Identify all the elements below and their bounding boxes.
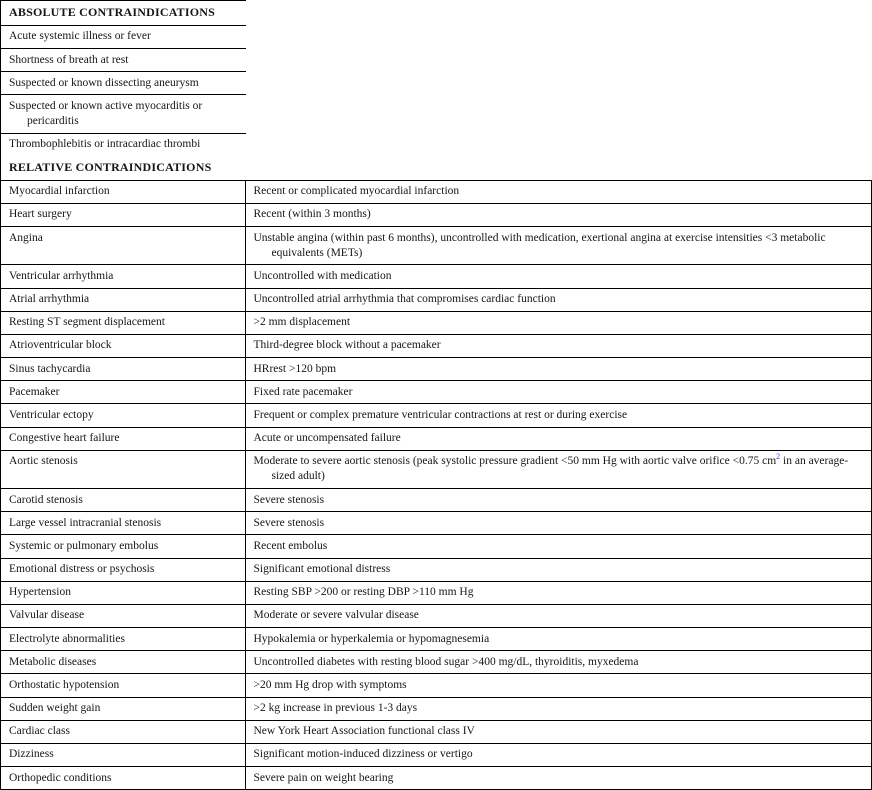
table-row — [1, 428, 871, 451]
superscript-2: 2 — [776, 452, 781, 462]
detail-cell: >2 mm displacement — [253, 316, 351, 329]
detail-cell: >20 mm Hg drop with symptoms — [253, 678, 407, 691]
table-row — [1, 204, 871, 227]
condition-cell: Atrial arrhythmia — [1, 289, 246, 311]
condition-cell: Aortic stenosis — [1, 451, 246, 488]
condition-cell: Dizziness — [1, 744, 246, 766]
detail-cell: Severe stenosis — [253, 516, 325, 529]
condition-cell: Heart surgery — [1, 204, 246, 226]
table-row — [1, 698, 871, 721]
table-row — [1, 404, 871, 427]
detail-cell: Frequent or complex premature ventricular contractions at rest or during exercise — [253, 408, 628, 421]
condition-cell: Carotid stenosis — [1, 489, 246, 511]
condition-cell: Cardiac class — [1, 721, 246, 743]
detail-cell: Fixed rate pacemaker — [253, 385, 353, 398]
relative-contraindications-header: RELATIVE CONTRAINDICATIONS — [9, 159, 212, 174]
absolute-contraindications-header: ABSOLUTE CONTRAINDICATIONS — [1, 1, 246, 26]
table-row — [1, 559, 871, 582]
table-row — [1, 489, 871, 512]
table-row — [1, 227, 871, 265]
condition-cell: Orthopedic conditions — [1, 767, 246, 789]
condition-cell: Ventricular ectopy — [1, 404, 246, 426]
detail-cell: >2 kg increase in previous 1-3 days — [253, 702, 418, 715]
detail-cell: Significant motion-induced dizziness or vertigo — [253, 748, 473, 761]
condition-cell: Sudden weight gain — [1, 698, 246, 720]
table-row — [1, 358, 871, 381]
table-row — [1, 289, 871, 312]
detail-cell: Moderate to severe aortic stenosis (peak systolic pressure gradient <50 mm Hg with aortic valve orifice <0.75 cm$^2$ in an average-sized adult) — [253, 452, 849, 483]
detail-cell: Acute or uncompensated failure — [253, 432, 401, 445]
detail-cell: Recent embolus — [253, 539, 328, 552]
table-row — [1, 335, 871, 358]
table-row — [1, 721, 871, 744]
condition-cell: Metabolic diseases — [1, 651, 246, 673]
detail-cell: Uncontrolled atrial arrhythmia that compromises cardiac function — [253, 293, 556, 306]
absolute-item: Shortness of breath at rest — [1, 49, 246, 72]
relative-contraindications-table — [0, 180, 872, 790]
table-row — [1, 605, 871, 628]
relative-table-body — [1, 181, 871, 790]
condition-cell: Valvular disease — [1, 605, 246, 627]
table-row — [1, 582, 871, 605]
table-row — [1, 535, 871, 558]
absolute-item: Suspected or known active myocarditis or pericarditis — [1, 95, 246, 133]
condition-cell: Pacemaker — [1, 381, 246, 403]
table-row — [1, 628, 871, 651]
table-row — [1, 651, 871, 674]
absolute-item: Suspected or known dissecting aneurysm — [1, 72, 246, 95]
table-row — [1, 381, 871, 404]
condition-cell: Systemic or pulmonary embolus — [1, 535, 246, 557]
detail-cell: HRrest >120 bpm — [253, 362, 337, 375]
condition-cell: Hypertension — [1, 582, 246, 604]
condition-cell: Ventricular arrhythmia — [1, 265, 246, 287]
detail-cell: Unstable angina (within past 6 months), uncontrolled with medication, exertional angina at exercise intensities <3 metabolic equivalents (METs) — [253, 231, 826, 259]
condition-cell: Congestive heart failure — [1, 428, 246, 450]
table-row — [1, 512, 871, 535]
detail-cell: Severe pain on weight bearing — [253, 771, 394, 784]
table-row — [1, 181, 871, 204]
absolute-item: Acute systemic illness or fever — [1, 26, 246, 49]
detail-cell: Moderate or severe valvular disease — [253, 609, 419, 622]
condition-cell: Atrioventricular block — [1, 335, 246, 357]
detail-cell: Severe stenosis — [253, 493, 325, 506]
table-row — [1, 767, 871, 789]
condition-cell: Sinus tachycardia — [1, 358, 246, 380]
detail-cell: Recent (within 3 months) — [253, 208, 371, 221]
condition-cell: Resting ST segment displacement — [1, 312, 246, 334]
condition-cell: Electrolyte abnormalities — [1, 628, 246, 650]
condition-cell: Myocardial infarction — [1, 181, 246, 203]
absolute-item: Thrombophlebitis or intracardiac thrombi — [9, 138, 201, 151]
table-row — [1, 674, 871, 697]
table-row — [1, 265, 871, 288]
condition-cell: Large vessel intracranial stenosis — [1, 512, 246, 534]
absolute-items — [1, 26, 246, 156]
detail-cell: Uncontrolled diabetes with resting blood sugar >400 mg/dL, thyroiditis, myxedema — [253, 655, 639, 668]
table-row — [1, 744, 871, 767]
detail-cell: Recent or complicated myocardial infarction — [253, 185, 460, 198]
detail-cell: New York Heart Association functional class IV — [253, 725, 475, 738]
condition-cell: Emotional distress or psychosis — [1, 559, 246, 581]
detail-cell: Resting SBP >200 or resting DBP >110 mm Hg — [253, 586, 474, 599]
detail-cell: Significant emotional distress — [253, 563, 391, 576]
detail-cell: Uncontrolled with medication — [253, 269, 392, 282]
condition-cell: Angina — [1, 227, 246, 264]
condition-cell: Orthostatic hypotension — [1, 674, 246, 696]
absolute-contraindications-section — [0, 0, 246, 180]
table-row — [1, 312, 871, 335]
detail-cell: Hypokalemia or hyperkalemia or hypomagnesemia — [253, 632, 490, 645]
detail-cell: Third-degree block without a pacemaker — [253, 339, 441, 352]
table-row — [1, 451, 871, 489]
